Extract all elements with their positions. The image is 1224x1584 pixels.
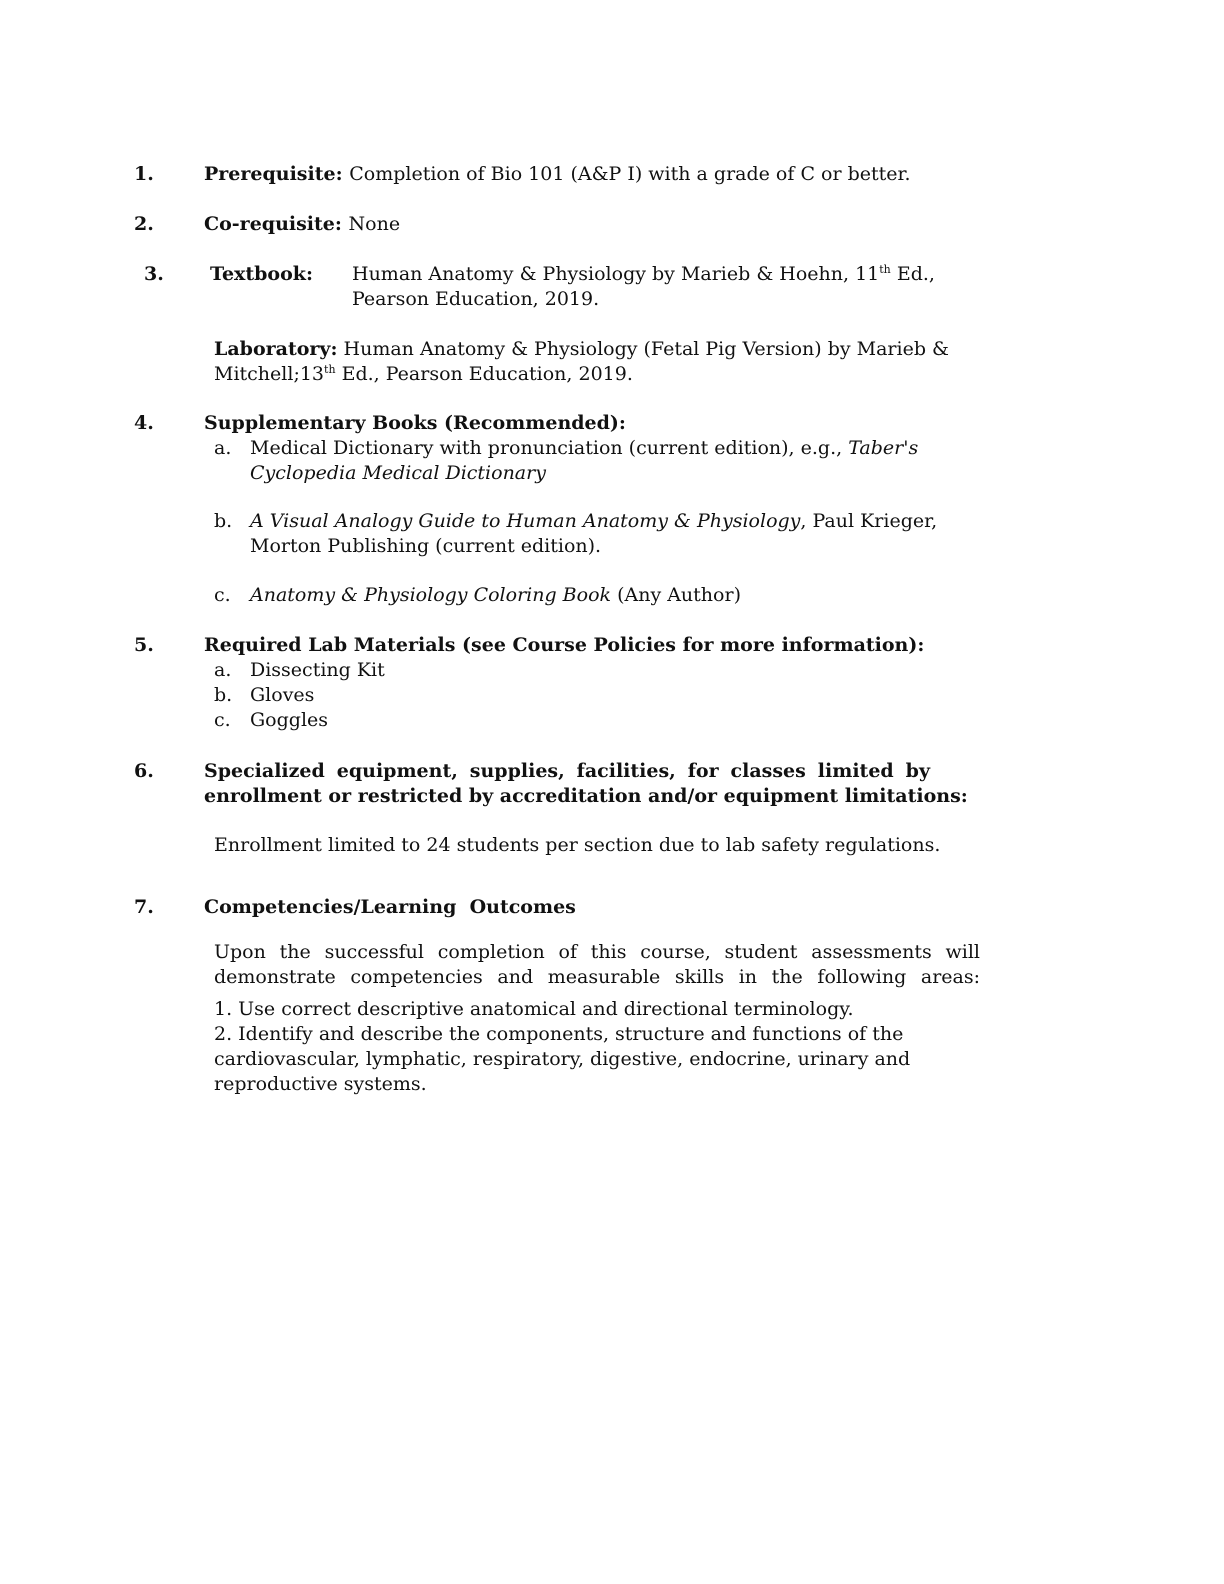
list-letter: b. [214, 684, 233, 706]
list-letter: a. [214, 437, 232, 459]
textbook-line-2: Pearson Education, 2019. [352, 288, 600, 310]
list-letter: a. [214, 659, 232, 681]
laboratory-line-1: Laboratory: Human Anatomy & Physiology (Fetal Pig Version) by Marieb & [214, 338, 949, 360]
equipment-heading-line-1: Specialized equipment, supplies, facilities, for classes limited by [204, 760, 930, 782]
prerequisite-line [204, 162, 911, 187]
list-text: Gloves [250, 684, 315, 706]
outcome-2-line-3: reproductive systems. [214, 1073, 427, 1095]
list-text: A Visual Analogy Guide to Human Anatomy & Physiology, Paul Krieger, Morton Publishing (current edition). [250, 510, 938, 557]
section-number: 2. [134, 213, 154, 235]
equipment-heading-line-2: enrollment or restricted by accreditation and/or equipment limitations: [204, 785, 968, 807]
section-number: 6. [134, 760, 154, 782]
laboratory-label: Laboratory: [214, 338, 338, 360]
section-number: 7. [134, 896, 154, 918]
laboratory-line-2: Mitchell;13th Ed., Pearson Education, 2019. [214, 363, 633, 385]
section-number: 4. [134, 412, 154, 434]
prerequisite-label: Prerequisite: [204, 163, 343, 185]
lab-materials-heading: Required Lab Materials (see Course Policies for more information): [204, 634, 925, 656]
prerequisite-text: Completion of Bio 101 (A&P I) with a grade of C or better. [349, 163, 911, 185]
section-number: 5. [134, 634, 154, 656]
enrollment-text: Enrollment limited to 24 students per section due to lab safety regulations. [214, 834, 941, 856]
supplementary-heading: Supplementary Books (Recommended): [204, 412, 626, 434]
list-text: Dissecting Kit [250, 659, 385, 681]
outcome-2-line-1: 2. Identify and describe the components, structure and functions of the [214, 1023, 904, 1045]
list-text: Goggles [250, 709, 329, 731]
corequisite-text: None [348, 213, 401, 235]
textbook-line-1: Human Anatomy & Physiology by Marieb & Hoehn, 11th Ed., [352, 263, 935, 285]
list-text: Medical Dictionary with pronunciation (current edition), e.g., Taber's Cyclopedia Medical Dictionary [250, 437, 919, 484]
corequisite-line [204, 212, 400, 237]
outcome-2-line-2: cardiovascular, lymphatic, respiratory, digestive, endocrine, urinary and [214, 1048, 911, 1070]
list-letter: c. [214, 584, 231, 606]
competencies-heading: Competencies/Learning Outcomes [204, 896, 576, 918]
list-letter: c. [214, 709, 231, 731]
section-number: 3. [144, 263, 164, 285]
textbook-label: Textbook: [210, 263, 313, 285]
section-number: 1. [134, 163, 154, 185]
corequisite-label: Co-requisite: [204, 213, 342, 235]
list-letter: b. [214, 510, 233, 532]
competencies-intro-line-2: demonstrate competencies and measurable skills in the following areas: [214, 966, 980, 988]
list-text: Anatomy & Physiology Coloring Book (Any Author) [250, 584, 741, 606]
outcome-1: 1. Use correct descriptive anatomical and directional terminology. [214, 998, 854, 1020]
competencies-intro-line-1: Upon the successful completion of this course, student assessments will [214, 941, 980, 963]
